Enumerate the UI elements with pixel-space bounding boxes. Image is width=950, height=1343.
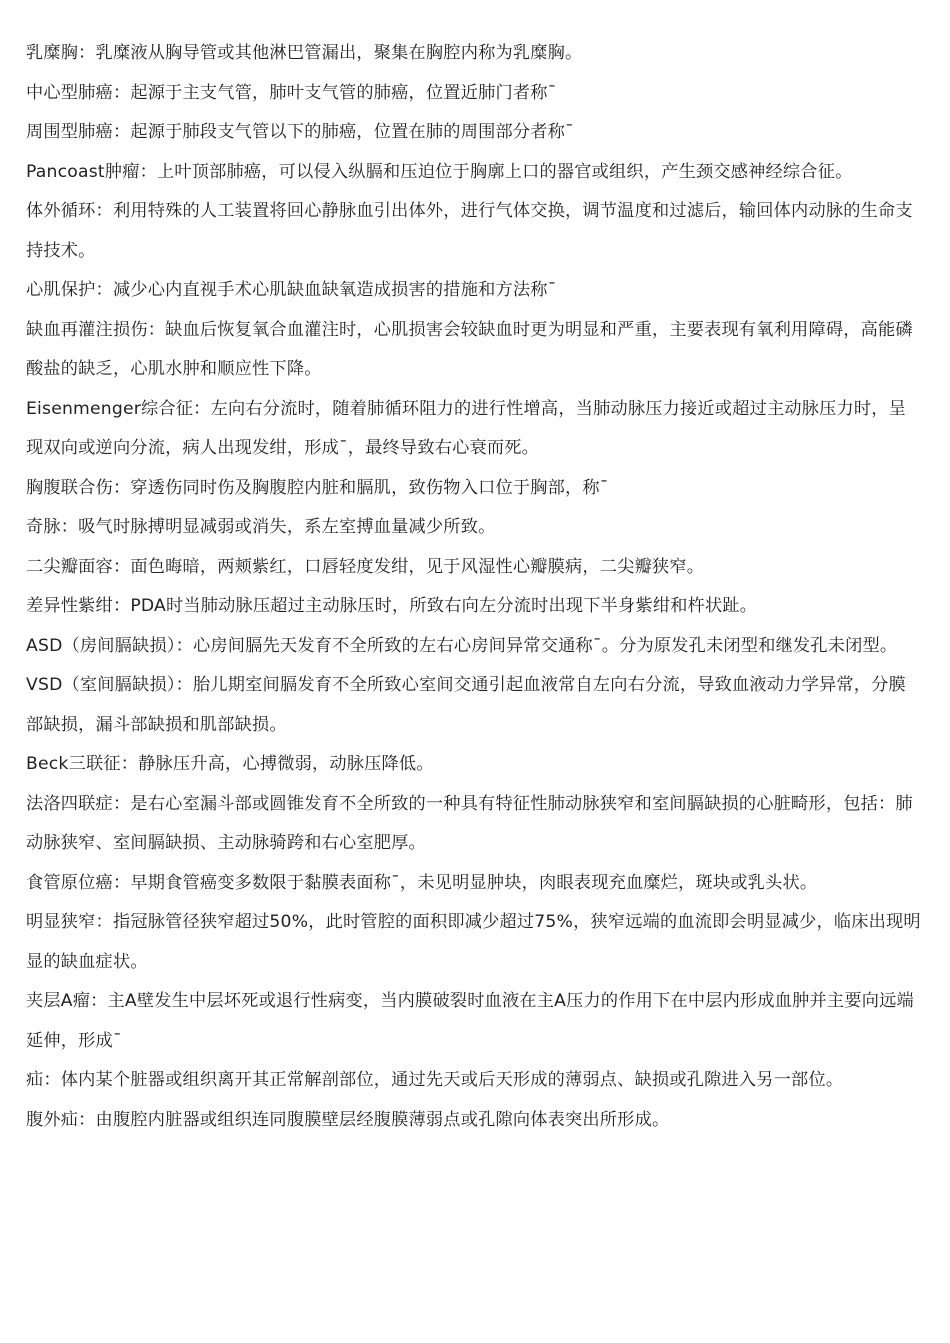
entry-extracorporeal-circulation: 体外循环：利用特殊的人工装置将回心静脉血引出体外，进行气体交换，调节温度和过滤后，输回体内动脉的生命支持技术。 xyxy=(26,201,913,261)
entry-tetralogy-of-fallot: 法洛四联症：是右心室漏斗部或圆锥发育不全所致的一种具有特征性肺动脉狭窄和室间膈缺损的心脏畸形，包括：肺动脉狭窄、室间膈缺损、主动脉骑跨和右心室肥厚。 xyxy=(26,793,913,853)
entry-vsd: VSD（室间膈缺损）：胎儿期室间膈发育不全所致心室间交通引起血液常自左向右分流，导致血液动力学异常，分膜部缺损，漏斗部缺损和肌部缺损。 xyxy=(26,675,906,735)
document-body xyxy=(26,34,922,1140)
entry-chylothorax: 乳糜胸：乳糜液从胸导管或其他淋巴管漏出，聚集在胸腔内称为乳糜胸。 xyxy=(26,43,583,63)
entry-aortic-dissection: 夹层A瘤：主A壁发生中层坏死或退行性病变，当内膜破裂时血液在主A压力的作用下在中层内形成血肿并主要向远端延伸，形成¯ xyxy=(26,991,914,1051)
entry-asd: ASD（房间膈缺损）：心房间膈先天发育不全所致的左右心房间异常交通称¯。分为原发孔未闭型和继发孔未闭型。 xyxy=(26,635,898,656)
entry-eisenmenger-syndrome: Eisenmenger综合征：左向右分流时，随着肺循环阻力的进行性增高，当肺动脉压力接近或超过主动脉压力时，呈现双向或逆向分流，病人出现发绀，形成¯，最终导致右心衰而死。 xyxy=(26,398,907,458)
entry-reperfusion-injury: 缺血再灌注损伤：缺血后恢复氧合血灌注时，心肌损害会较缺血时更为明显和严重，主要表现有氧利用障碍，高能磷酸盐的缺乏，心肌水肿和顺应性下降。 xyxy=(26,319,913,379)
entry-thoracoabdominal-injury: 胸腹联合伤：穿透伤同时伤及胸腹腔内脏和膈肌，致伤物入口位于胸部，称¯ xyxy=(26,477,609,498)
entry-central-lung-cancer: 中心型肺癌：起源于主支气管，肺叶支气管的肺癌，位置近肺门者称¯ xyxy=(26,82,557,103)
entry-external-abdominal-hernia: 腹外疝：由腹腔内脏器或组织连同腹膜壁层经腹膜薄弱点或孔隙向体表突出所形成。 xyxy=(26,1109,670,1130)
entry-beck-triad: Beck三联征：静脉压升高，心搏微弱，动脉压降低。 xyxy=(26,754,434,774)
entry-peripheral-lung-cancer: 周围型肺癌：起源于肺段支气管以下的肺癌，位置在肺的周围部分者称¯ xyxy=(26,122,574,142)
entry-hernia: 疝：体内某个脏器或组织离开其正常解剖部位，通过先天或后天形成的薄弱点、缺损或孔隙进入另一部位。 xyxy=(26,1070,844,1090)
entry-paradoxical-pulse: 奇脉：吸气时脉搏明显减弱或消失，系左室搏血量减少所致。 xyxy=(26,517,496,537)
entry-differential-cyanosis: 差异性紫绀：PDA时当肺动脉压超过主动脉压时，所致右向左分流时出现下半身紫绀和杵状趾。 xyxy=(26,596,758,616)
entry-significant-stenosis: 明显狭窄：指冠脉管径狭窄超过50%，此时管腔的面积即减少超过75%，狭窄远端的血流即会明显减少，临床出现明显的缺血症状。 xyxy=(26,912,921,972)
entry-myocardial-protection: 心肌保护：减少心内直视手术心肌缺血缺氧造成损害的措施和方法称¯ xyxy=(26,280,557,300)
entry-pancoast-tumor: Pancoast肿瘤：上叶顶部肺癌，可以侵入纵膈和压迫位于胸廓上口的器官或组织，产生颈交感神经综合征。 xyxy=(26,161,853,182)
entry-mitral-facies: 二尖瓣面容：面色晦暗，两颊紫红，口唇轻度发绀，见于风湿性心瓣膜病，二尖瓣狭窄。 xyxy=(26,556,705,577)
entry-esophageal-carcinoma-in-situ: 食管原位癌：早期食管癌变多数限于黏膜表面称¯，未见明显肿块，肉眼表现充血糜烂，斑块或乳头状。 xyxy=(26,872,818,893)
